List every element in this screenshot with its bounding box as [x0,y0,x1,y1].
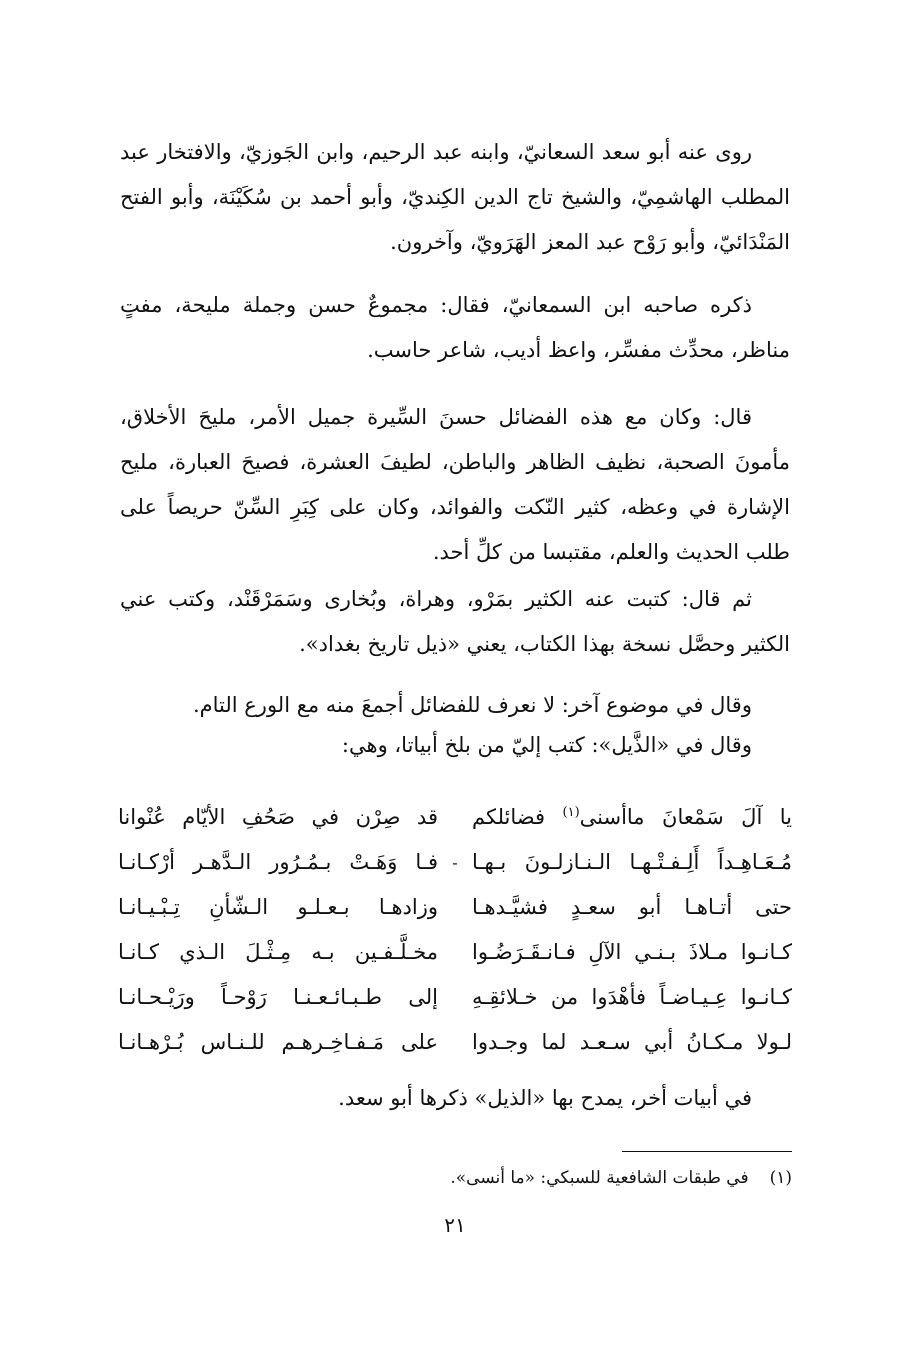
poem-first-hemistich: يا آلَ سَمْعانَ ماأسنى$^{(١)}$ فضائلكم [472,805,792,829]
footnote [300,1164,792,1192]
verse-separator [445,975,465,1020]
paragraph-narrators: روى عنه أبو سعد السعانيّ، وابنه عبد الرحيم، وابن الجَوزيّ، والافتخار عبد المطلب الهاشمِيّ، والشيخ تاج الدين الكِنديّ، وأبو أحمد بن سُكَيْنَة، وأبو الفتح المَنْدَائيّ، وأبو رَوْح عبد المعز الهَرَويّ، وآخرون. [120,140,790,254]
footnote-reference: (١) [562,805,580,820]
poem-verse [118,840,792,885]
poem-first-hemistich: مُـعَـاهِـداً أَلِـفـتْـهـا الـنـازلـونَ بـهـا [472,850,792,874]
poem-verse [118,795,792,840]
paragraph-dhayl-verses-intro: وقال في «الذَّيل»: كتب إليّ من بلخ أبياتا، وهي: [341,733,752,757]
poem-second-hemistich: فـا وَهَـتْ بـمُـرُور الـدَّهـر أرْكـانـا [118,850,438,874]
poem-first-hemistich: لـولا مـكـانُ أبي سـعـد لما وجـدوا [472,1030,792,1054]
poem-second-hemistich: مخـلَّـفـين بـه مِـثْـلَ الـذي كـانـا [118,940,438,964]
footnote-divider [622,1151,792,1152]
verse-separator: - [452,853,458,872]
poem-first-hemistich: كـانـوا عِـيـاضـاً فأهْدَوا من خـلائقِـهِ [472,985,792,1009]
verse-separator [445,1020,465,1065]
poem-verse [118,1020,792,1065]
paragraph-sama-ani-description: ذكره صاحبه ابن السمعانيّ، فقال: مجموعٌ حسن وجملة مليحة، مفتٍ مناظر، محدِّث مفسِّر، واعظ أديب، شاعر حاسب. [120,293,790,362]
poem-verse [118,975,792,1020]
paragraph-other-place: وقال في موضوع آخر: لا نعرف للفضائل أجمعَ منه مع الورع التام. [192,693,752,717]
verse-separator [445,795,465,840]
verse-separator [445,885,465,930]
poem-second-hemistich: وزادهـا بـعـلـو الـشّأنِ تِـبْـيـانـا [118,895,438,919]
poem-verse [118,885,792,930]
poem-first-hemistich: حتى أتـاهـا أبو سعـدٍ فشيَّـدهـا [472,895,792,919]
verse-separator [445,930,465,975]
poem-second-hemistich: قد صِرْن في صَحُفِ الأيّام عُنْوانا [118,805,438,829]
paragraph-virtues: قال: وكان مع هذه الفضائل حسنَ السِّيرة جميل الأمر، مليحَ الأخلاق، مأمونَ الصحبة، نظيف الظاهر والباطن، لطيفَ العشرة، فصيحَ العبارة، مليح الإشارة في وعظه، كثير النّكت والفوائد، وكان على كِبَرِ السِّنّ حريصاً على طلب الحديث والعلم، مقتبسا من كلِّ أحد. [120,405,790,564]
poem [118,795,792,1065]
paragraph-writings: ثم قال: كتبت عنه الكثير بمَرْو، وهراة، وبُخارى وسَمَرْقَنْد، وكتب عني الكثير وحصَّل نسخة بهذا الكتاب، يعني «ذيل تاريخ بغداد». [120,587,790,656]
footnote-marker: (١) [769,1168,792,1188]
paragraph-closing: في أبيات أخر، يمدح بها «الذيل» ذكرها أبو سعد. [338,1086,752,1110]
poem-second-hemistich: إلى طـبـائـعـنـا رَوْحـاً ورَيْـحـانـا [118,985,438,1009]
poem-verse [118,930,792,975]
poem-first-hemistich: كـانـوا مـلاذَ بـنـي الآلِ فـانـقَـرَضُـوا [472,940,792,964]
page-number: ٢١ [444,1213,466,1237]
footnote-text: في طبقات الشافعية للسبكي: «ما أنسى». [450,1168,749,1188]
poem-second-hemistich: على مَـفـاخِـرهـم للـنـاس بُـرْهـانـا [118,1030,438,1054]
